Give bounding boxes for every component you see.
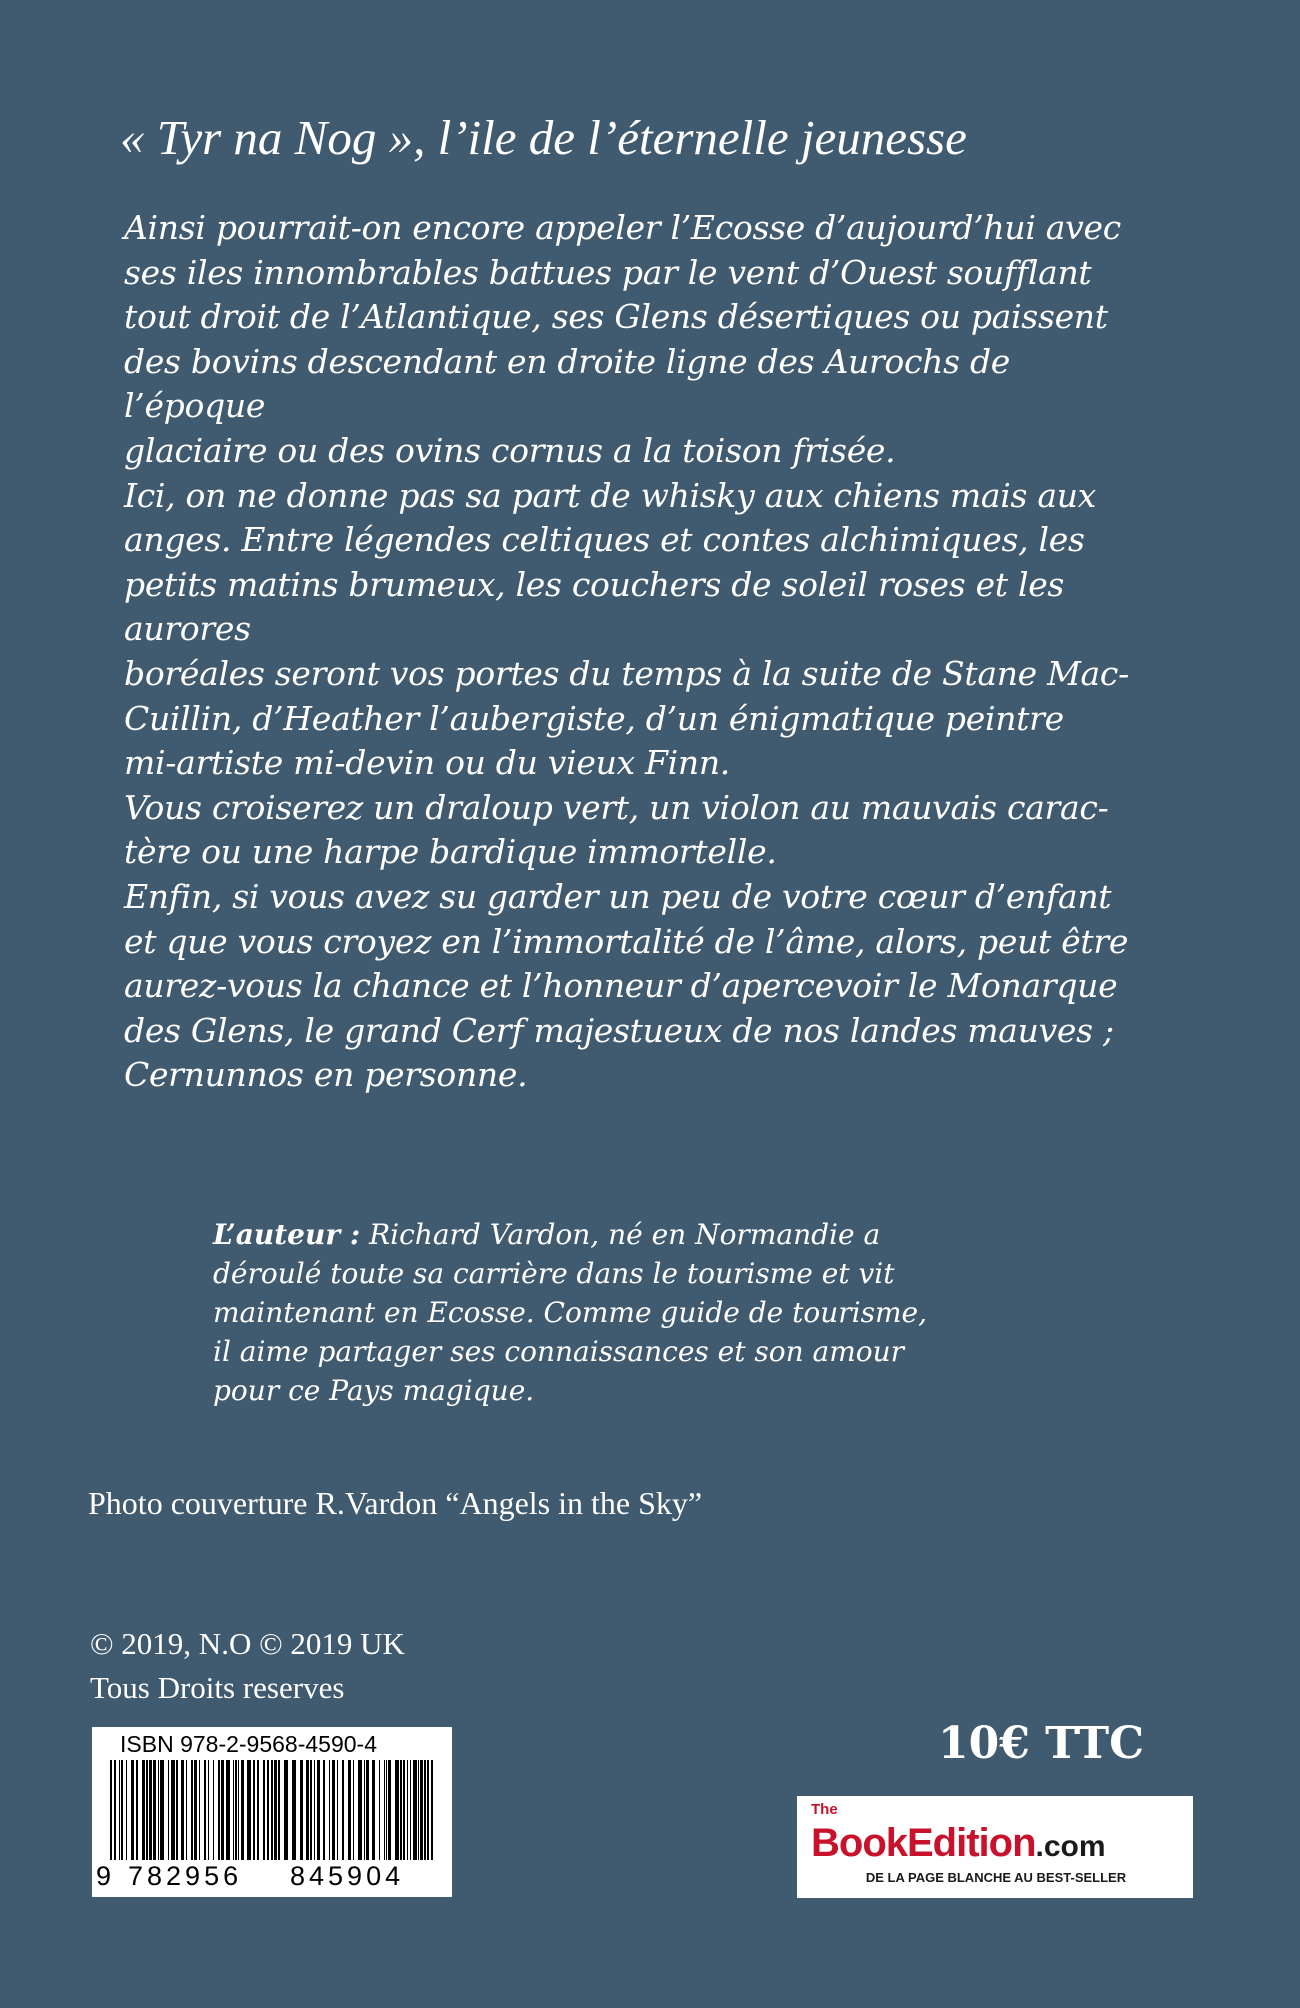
- barcode-bar: [131, 1760, 134, 1860]
- blurb-line: des bovins descendant en droite ligne des Aurochs de: [124, 341, 1011, 381]
- barcode-bar: [274, 1760, 277, 1860]
- barcode-bar: [226, 1760, 230, 1860]
- barcode-bar: [271, 1760, 273, 1860]
- barcode-bar: [431, 1760, 433, 1860]
- blurb-line: boréales seront vos portes du temps à la suite de Stane Mac-: [124, 653, 1129, 693]
- blurb-line: aurez-vous la chance et l’honneur d’apercevoir le Monarque: [124, 966, 1118, 1006]
- logo-name: [811, 1820, 1106, 1870]
- rights-line: Tous Droits reserves: [90, 1670, 345, 1705]
- author-first-text: Richard Vardon, né en Normandie a: [360, 1218, 881, 1251]
- barcode-bar: [348, 1760, 351, 1860]
- author-line: déroulé toute sa carrière dans le tourisme et vit: [213, 1257, 895, 1290]
- barcode-bar: [400, 1760, 402, 1860]
- blurb-line: et que vous croyez en l’immortalité de l’âme, alors, peut être: [124, 921, 1129, 961]
- barcode-bar: [395, 1760, 399, 1860]
- barcode-bar: [247, 1760, 251, 1860]
- book-title: « Tyr na Nog », l’ile de l’éternelle jeunesse: [120, 110, 967, 165]
- barcode-bar: [208, 1760, 209, 1860]
- blurb-line: Enfin, si vous avez su garder un peu de votre cœur d’enfant: [124, 876, 1112, 916]
- barcode-bar: [410, 1760, 411, 1860]
- blurb-line: tère ou une harpe bardique immortelle.: [124, 832, 777, 872]
- barcode-bar: [353, 1760, 354, 1860]
- barcode-bar: [278, 1760, 280, 1860]
- barcode-bar: [384, 1760, 385, 1860]
- blurb-line: anges. Entre légendes celtiques et contes alchimiques, les: [124, 520, 1085, 560]
- barcode-bar: [372, 1760, 375, 1860]
- author-line: maintenant en Ecosse. Comme guide de tourisme,: [213, 1296, 927, 1329]
- barcode-bar: [413, 1760, 417, 1860]
- barcode-bar: [342, 1760, 344, 1860]
- blurb-line: Vous croiserez un draloup vert, un violon au mauvais carac-: [124, 787, 1109, 827]
- barcode-bar: [379, 1760, 380, 1860]
- barcode-bar: [181, 1760, 184, 1860]
- barcode-bar: [403, 1760, 405, 1860]
- barcode-bar: [284, 1760, 288, 1860]
- barcode-bar: [146, 1760, 148, 1860]
- barcode-bar: [235, 1760, 237, 1860]
- logo-the: The: [811, 1801, 838, 1818]
- barcode-bar: [300, 1760, 303, 1860]
- barcode-bar: [358, 1760, 362, 1860]
- barcode-bar: [199, 1760, 200, 1860]
- blurb-line: glaciaire ou des ovins cornus a la toison frisée.: [124, 430, 896, 470]
- copyright-line: © 2019, N.O © 2019 UK: [90, 1626, 405, 1661]
- barcode-digit-group: 782956: [128, 1861, 243, 1891]
- barcode-bar: [160, 1760, 164, 1860]
- barcode-bar: [176, 1760, 178, 1860]
- barcode-bar: [142, 1760, 145, 1860]
- barcode-bar: [233, 1760, 234, 1860]
- barcode-bar: [186, 1760, 187, 1860]
- isbn-label: ISBN 978-2-9568-4590-4: [120, 1731, 377, 1757]
- author-first-line: [213, 1215, 1093, 1254]
- photo-credit: Photo couverture R.Vardon “Angels in the Sky”: [88, 1485, 703, 1521]
- barcode-bar: [420, 1760, 423, 1860]
- barcode-bar: [329, 1760, 330, 1860]
- blurb-line: petits matins brumeux, les couchers de soleil roses et les: [124, 564, 1065, 604]
- blurb-line: Ainsi pourrait-on encore appeler l’Ecosse d’aujourd’hui avec: [124, 208, 1121, 247]
- author-bio: [213, 1215, 1093, 1410]
- logo-wordmark: BookEdition: [811, 1821, 1036, 1865]
- author-line: il aime partager ses connaissances et son amour: [213, 1335, 905, 1368]
- barcode-bar: [388, 1760, 391, 1860]
- barcode-bar: [218, 1760, 220, 1860]
- barcode-bar: [267, 1760, 269, 1860]
- barcode-bar: [158, 1760, 159, 1860]
- barcode-bar: [126, 1760, 127, 1860]
- barcode-bar: [194, 1760, 197, 1860]
- barcode-bar: [418, 1760, 419, 1860]
- barcode-bar: [241, 1760, 244, 1860]
- barcode-bar: [337, 1760, 338, 1860]
- blurb-line: Cernunnos en personne.: [124, 1055, 528, 1095]
- barcode-bar: [263, 1760, 265, 1860]
- barcode-bar: [204, 1760, 206, 1860]
- barcode-bar: [136, 1760, 138, 1860]
- barcode-bar: [306, 1760, 309, 1860]
- barcode-bar: [424, 1760, 426, 1860]
- barcode-digit-group: 9: [96, 1861, 112, 1891]
- barcode-bar: [168, 1760, 169, 1860]
- barcode-bar: [332, 1760, 335, 1860]
- blurb-line: des Glens, le grand Cerf majestueux de nos landes mauves ;: [124, 1010, 1114, 1050]
- logo-domain: .com: [1035, 1830, 1106, 1863]
- barcode-bar: [221, 1760, 224, 1860]
- blurb-line: Ici, on ne donne pas sa part de whisky aux chiens mais aux: [124, 475, 1096, 515]
- barcode-bar: [213, 1760, 214, 1860]
- barcode-bar: [153, 1760, 156, 1860]
- barcode-bar: [366, 1760, 369, 1860]
- isbn-barcode: [92, 1727, 452, 1897]
- barcode-bar: [110, 1760, 112, 1860]
- barcode-bar: [386, 1760, 387, 1860]
- barcode-bar: [314, 1760, 315, 1860]
- copyright: [90, 1622, 405, 1710]
- barcode-bar: [364, 1760, 365, 1860]
- blurb-line: Cuillin, d’Heather l’aubergiste, d’un énigmatique peintre: [124, 698, 1064, 738]
- barcode-bars: [104, 1760, 440, 1860]
- barcode-bar: [323, 1760, 325, 1860]
- blurb-line: l’époque: [124, 386, 266, 426]
- price: 10€ TTC: [938, 1718, 1145, 1769]
- logo-tagline: DE LA PAGE BLANCHE AU BEST-SELLER: [865, 1870, 1127, 1885]
- publisher-logo: [797, 1796, 1193, 1898]
- barcode-bar: [317, 1760, 320, 1860]
- barcode-bar: [292, 1760, 296, 1860]
- barcode-bar: [114, 1760, 116, 1860]
- blurb-line: mi-artiste mi-devin ou du vieux Finn.: [124, 743, 730, 783]
- blurb-line: aurores: [124, 609, 251, 649]
- blurb-line: ses iles innombrables battues par le vent d’Ouest soufflant: [124, 252, 1092, 292]
- barcode-bar: [149, 1760, 152, 1860]
- barcode-bar: [427, 1760, 429, 1860]
- barcode-bar: [119, 1760, 120, 1860]
- author-label: L’auteur :: [213, 1218, 361, 1251]
- author-line: pour ce Pays magique.: [213, 1374, 535, 1407]
- blurb: [124, 206, 1224, 1098]
- blurb-line: tout droit de l’Atlantique, ses Glens désertiques ou paissent: [124, 297, 1108, 337]
- barcode-bar: [257, 1760, 259, 1860]
- barcode-bar: [171, 1760, 175, 1860]
- barcode-bar: [253, 1760, 255, 1860]
- barcode-bar: [310, 1760, 312, 1860]
- barcode-bar: [407, 1760, 408, 1860]
- barcode-bar: [191, 1760, 193, 1860]
- barcode-digit-group: 845904: [290, 1861, 405, 1891]
- barcode-bar: [121, 1760, 123, 1860]
- barcode-bar: [238, 1760, 239, 1860]
- barcode-digits: [92, 1861, 452, 1895]
